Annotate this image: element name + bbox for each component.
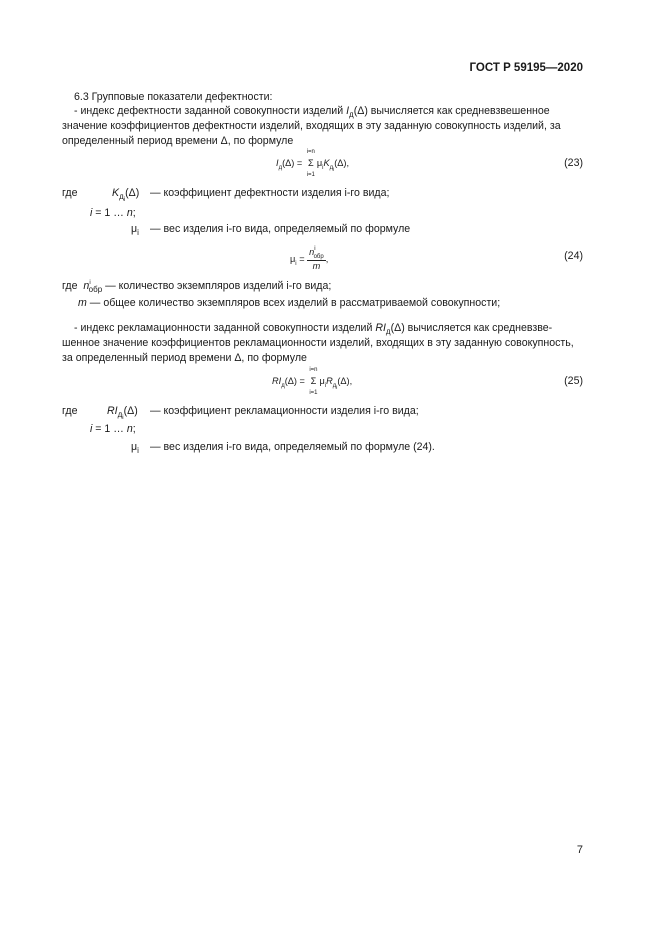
f23-k: K: [323, 158, 330, 168]
f24-mu: μ: [290, 254, 296, 264]
f24-fraction: [307, 247, 326, 272]
f24-denominator: m: [312, 261, 321, 272]
item1-line3: определенный период времени Δ, по формуле: [62, 135, 294, 147]
w3-ri-sym: RI: [107, 405, 118, 417]
f25-sum-top: i=n: [309, 367, 318, 374]
f24-n-sup: i: [314, 246, 316, 253]
f24-tail: ,: [325, 254, 329, 264]
f23-k-subsub: i: [333, 167, 335, 173]
w1-mu-sub: i: [137, 228, 139, 237]
page-number: 7: [576, 844, 583, 856]
w2-gde: где: [62, 280, 78, 292]
f25-r-sub: д: [332, 383, 337, 389]
where1-mu-term: [131, 223, 139, 236]
w1-n: n: [126, 207, 133, 219]
f25-sigma: Σ: [310, 376, 317, 387]
f23-sum: [305, 149, 317, 179]
f23-sum-top: i=n: [306, 149, 315, 156]
w2-n-sub: обр: [88, 285, 103, 294]
w1-semicolon: ;: [132, 207, 136, 219]
symbol-RI-sub: д: [385, 327, 391, 336]
where2-line2: [78, 297, 500, 310]
where2-line1: [62, 280, 331, 295]
f25-tail: (Δ),: [337, 376, 353, 386]
w1-k-arg: (Δ): [125, 187, 140, 199]
f24-numerator: [307, 247, 326, 261]
item2-text-a: - индекс рекламационности заданной совокупности изделий: [74, 322, 376, 334]
formula-23-number: (23): [564, 157, 583, 169]
f25-mu: μ: [319, 376, 325, 386]
symbol-sub: д: [349, 110, 354, 119]
f23-lhs-sub: д: [278, 165, 283, 171]
where1-mu-desc: — вес изделия i-го вида, определяемый по формуле: [150, 223, 411, 235]
w1-mu: μ: [131, 223, 138, 235]
where1-i-range: [90, 207, 136, 220]
w3-ri-sub: д: [117, 410, 123, 419]
f23-sum-bot: i=1: [306, 172, 315, 179]
w3-n: n: [126, 423, 133, 435]
w3-i: i: [90, 423, 93, 435]
where3-ri-desc: — коэффициент рекламационности изделия i-го вида;: [150, 405, 419, 417]
f25-sum: [307, 367, 319, 397]
f25-r-subsub: i: [336, 385, 338, 391]
item1-text-b: (Δ) вычисляется как средневзвешенное: [353, 105, 550, 117]
section-title: 6.3 Групповые показатели дефектности:: [74, 91, 273, 103]
f23-sigma: Σ: [307, 158, 314, 169]
f23-lhs-sym: I: [276, 158, 279, 168]
where3-ri-term: [107, 405, 138, 420]
f25-lhs-sym: RI: [272, 376, 282, 386]
item1-line2: значение коэффициентов дефектности изделий, входящих в эту заданную совокупность изделий, за: [62, 120, 561, 132]
f23-tail: (Δ),: [334, 158, 350, 168]
f24-mu-sub: i: [295, 261, 297, 267]
w3-range: = 1 …: [92, 423, 127, 435]
f25-mu-sub: i: [324, 383, 327, 389]
f25-lhs-sub: д: [281, 383, 285, 389]
item2-text-b: (Δ) вычисляется как средневзве-: [390, 322, 553, 334]
f24-n-sub: обр: [313, 254, 324, 261]
item1-line1: [74, 105, 550, 118]
where3-mu-term: [131, 441, 139, 454]
w3-mu: μ: [131, 441, 138, 453]
item1-text-a: - индекс дефектности заданной совокупности изделий: [74, 105, 347, 117]
where1-gde: где: [62, 187, 78, 199]
f23-k-sub: д: [329, 165, 334, 171]
document-code: ГОСТ Р 59195—2020: [469, 62, 583, 74]
where1-k-desc: — коэффициент дефектности изделия i-го вида;: [150, 187, 390, 199]
where1-k-term: [112, 187, 139, 202]
formula-23: [276, 149, 350, 179]
w1-k-subsub: i: [123, 197, 126, 203]
item2-line3: за определенный период времени Δ, по формуле: [62, 352, 307, 364]
where3-i-range: [90, 423, 136, 436]
w1-k-sym: K: [112, 187, 120, 199]
formula-24-number: (24): [564, 250, 583, 262]
w1-range: = 1 …: [92, 207, 127, 219]
where3-gde: где: [62, 405, 78, 417]
f25-sum-bot: i=1: [309, 390, 318, 397]
w2-n-sup: i: [89, 280, 91, 286]
w1-i: i: [90, 207, 93, 219]
f23-lhs-arg: (Δ) =: [282, 158, 305, 168]
symbol-I: I: [346, 105, 350, 117]
f24-eq: =: [296, 254, 308, 264]
f23-mu-sub: i: [322, 165, 324, 171]
f23-mu: μ: [316, 158, 323, 168]
w3-ri-subsub: i: [122, 415, 124, 421]
f25-lhs-arg: (Δ) =: [284, 376, 308, 386]
w1-k-sub: д: [119, 192, 124, 201]
symbol-RI: RI: [375, 322, 386, 334]
w2-n-desc: — количество экземпляров изделий i-го вида;: [105, 280, 332, 292]
item2-line1: [74, 322, 552, 335]
w3-mu-sub: i: [137, 446, 139, 455]
formula-24: [290, 247, 328, 271]
w2-n: n: [83, 280, 90, 292]
item2-line2: шенное значение коэффициентов рекламационности изделий, входящих в эту заданную совокупность,: [62, 337, 574, 349]
w3-semicolon: ;: [132, 423, 136, 435]
formula-25: [272, 367, 353, 397]
w2-m: m: [78, 297, 87, 309]
f24-n: n: [309, 247, 315, 258]
f25-r: R: [326, 376, 333, 386]
formula-25-number: (25): [564, 375, 583, 387]
w2-m-desc: — общее количество экземпляров всех изделий в рассматриваемой совокупности;: [89, 297, 501, 309]
where3-mu-desc: — вес изделия i-го вида, определяемый по формуле (24).: [150, 441, 435, 453]
w3-ri-arg: (Δ): [123, 405, 138, 417]
